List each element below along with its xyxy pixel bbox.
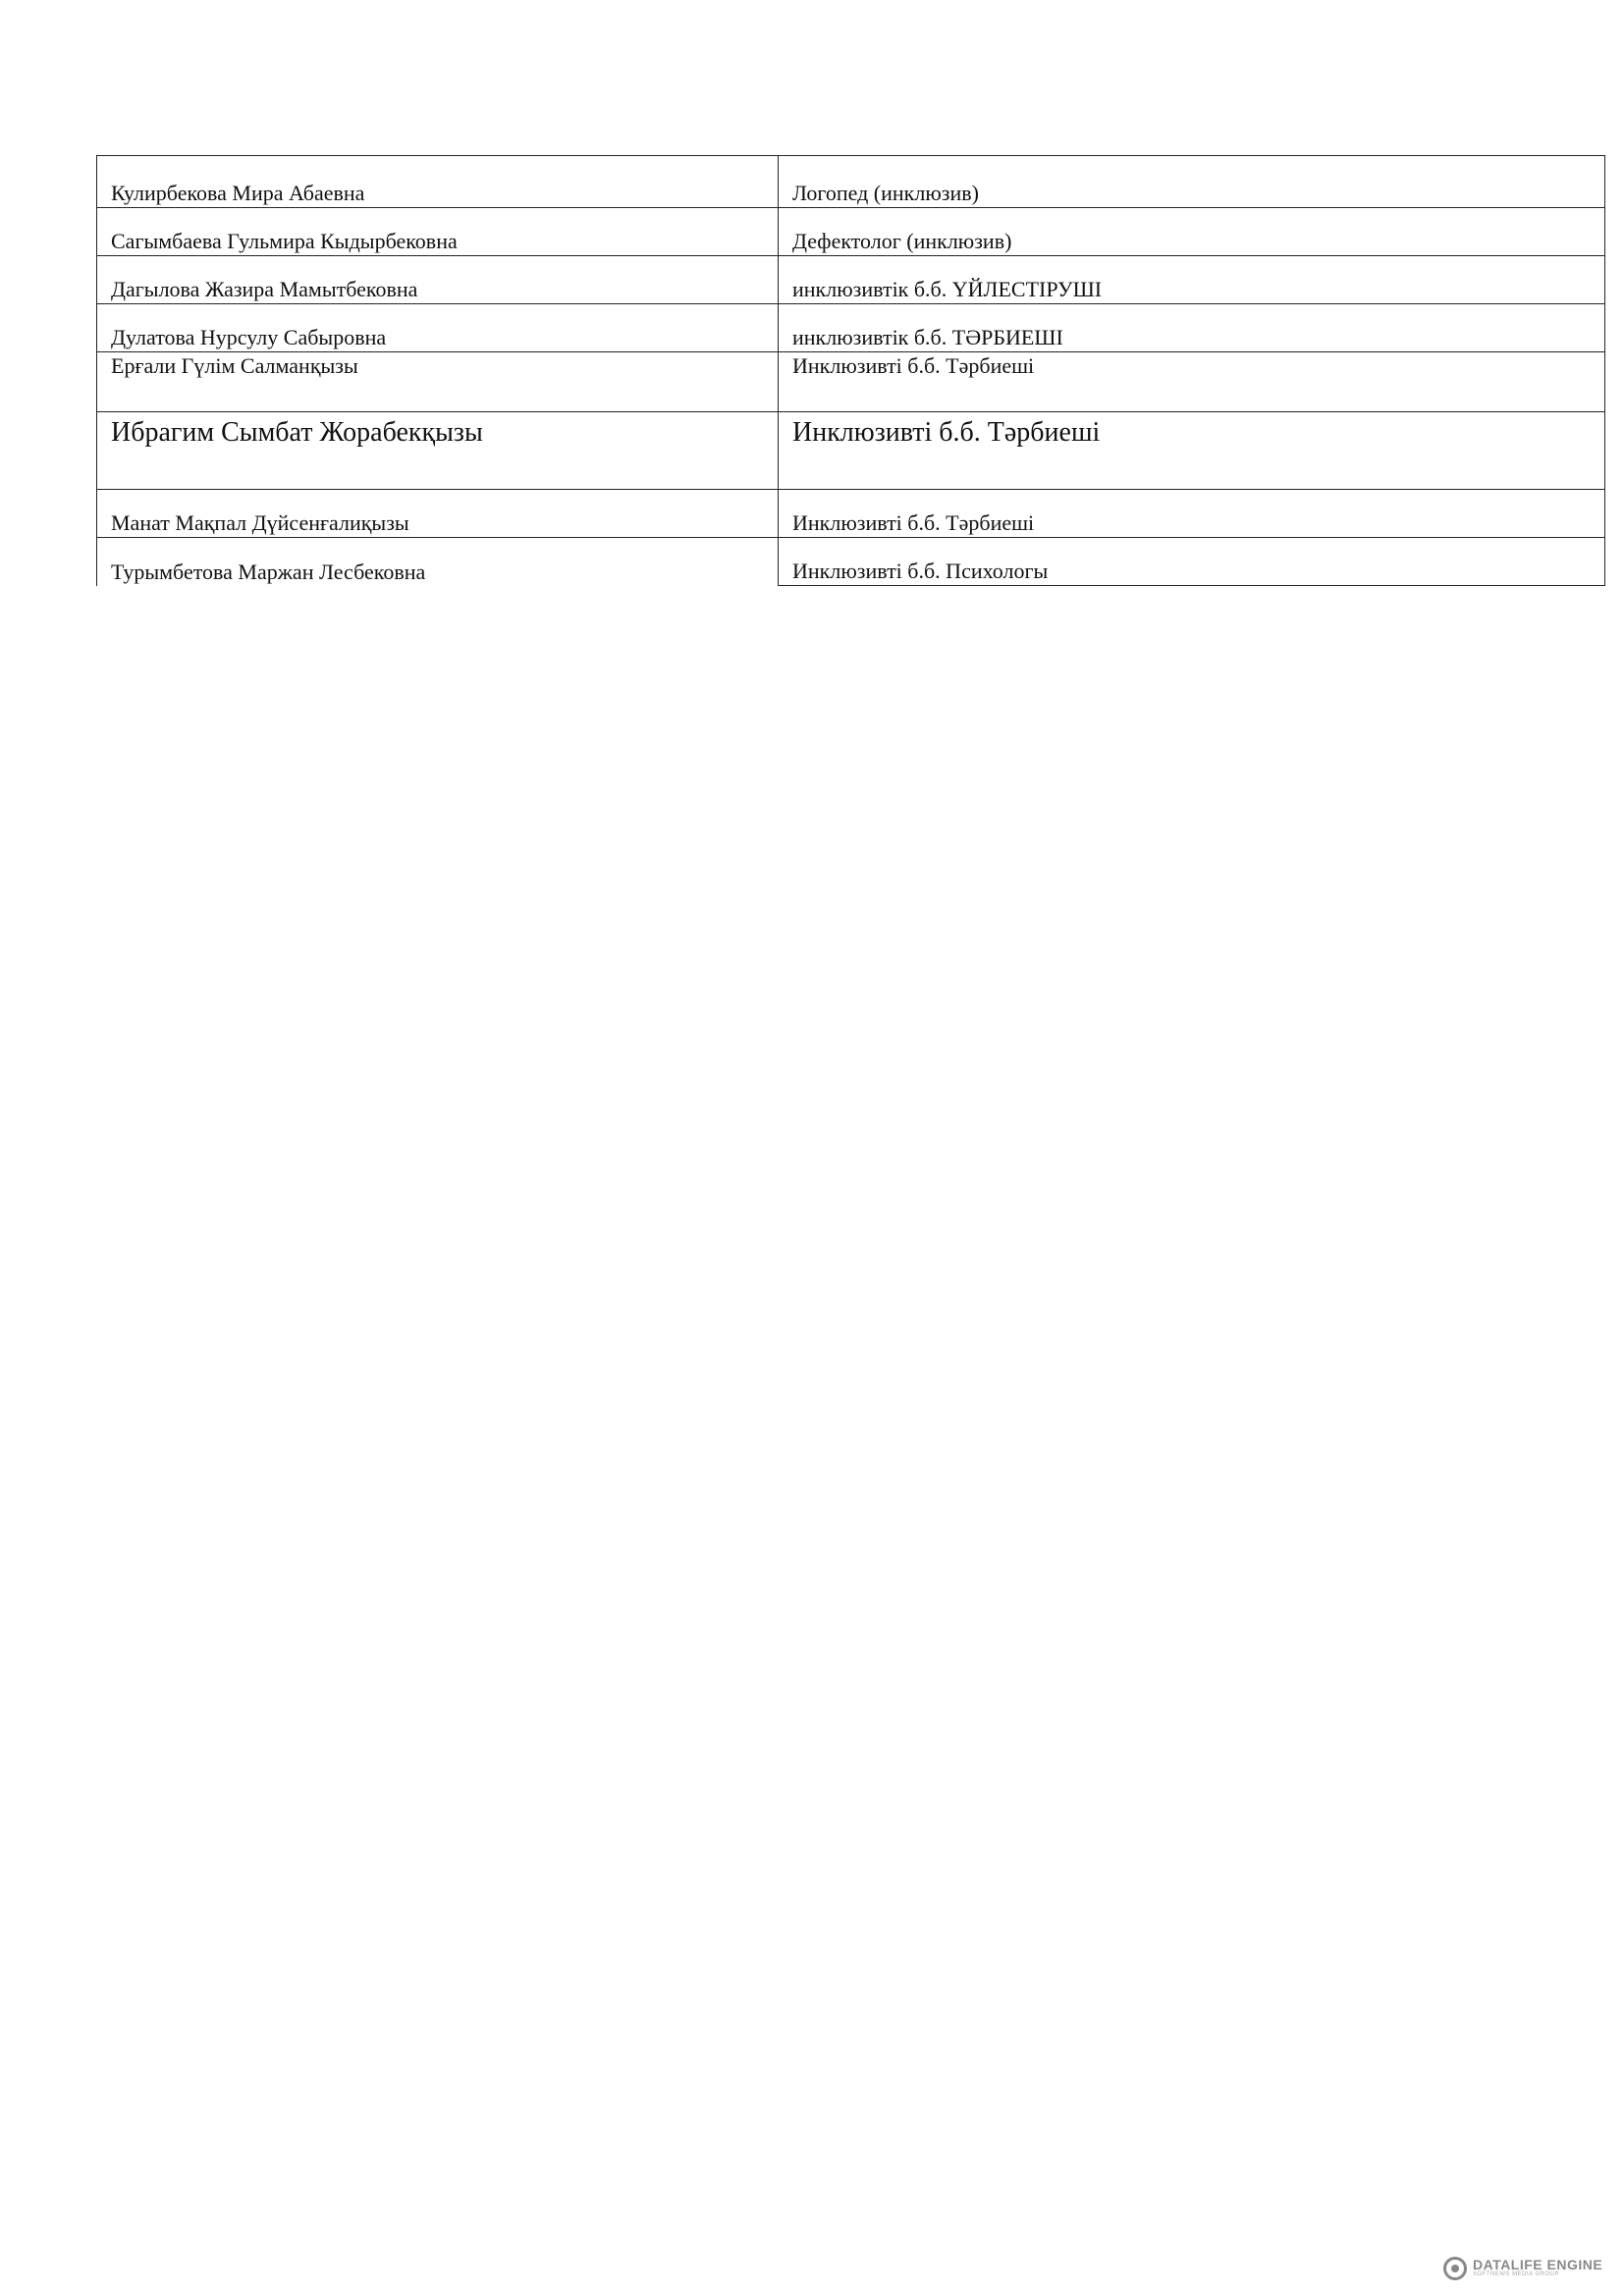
staff-position: Логопед (инклюзив) [779, 156, 1605, 208]
watermark-brand: DATALIFE ENGINE [1473, 2257, 1603, 2273]
watermark-logo [1443, 2254, 1610, 2283]
staff-table [96, 155, 1605, 586]
table-row [97, 490, 1605, 538]
staff-name: Сагымбаева Гульмира Кыдырбековна [97, 208, 779, 256]
staff-name: Ерғали Гүлім Салманқызы [97, 352, 779, 412]
staff-position: Инклюзивті б.б. Тәрбиеші [779, 352, 1605, 412]
staff-position: инклюзивтік б.б. ТӘРБИЕШІ [779, 304, 1605, 352]
table-row [97, 304, 1605, 352]
staff-name: Ибрагим Сымбат Жорабекқызы [97, 412, 779, 490]
staff-name: Турымбетова Маржан Лесбековна [97, 538, 779, 586]
staff-name: Манат Мақпал Дүйсенғалиқызы [97, 490, 779, 538]
table-row [97, 538, 1605, 586]
table-row [97, 412, 1605, 490]
table-row [97, 352, 1605, 412]
table-row [97, 208, 1605, 256]
staff-position: Инклюзивті б.б. Тәрбиеші [779, 490, 1605, 538]
staff-name: Дулатова Нурсулу Сабыровна [97, 304, 779, 352]
staff-position: Дефектолог (инклюзив) [779, 208, 1605, 256]
staff-name: Дагылова Жазира Мамытбековна [97, 256, 779, 304]
watermark-sub: SOFTNEWS MEDIA GROUP [1473, 2271, 1560, 2278]
staff-position: инклюзивтік б.б. ҮЙЛЕСТІРУШІ [779, 256, 1605, 304]
datalife-logo-icon [1443, 2257, 1467, 2280]
table-row [97, 256, 1605, 304]
staff-position: Инклюзивті б.б. Тәрбиеші [779, 412, 1605, 490]
staff-name: Кулирбекова Мира Абаевна [97, 156, 779, 208]
table-row [97, 156, 1605, 208]
staff-position: Инклюзивті б.б. Психологы [779, 538, 1605, 586]
